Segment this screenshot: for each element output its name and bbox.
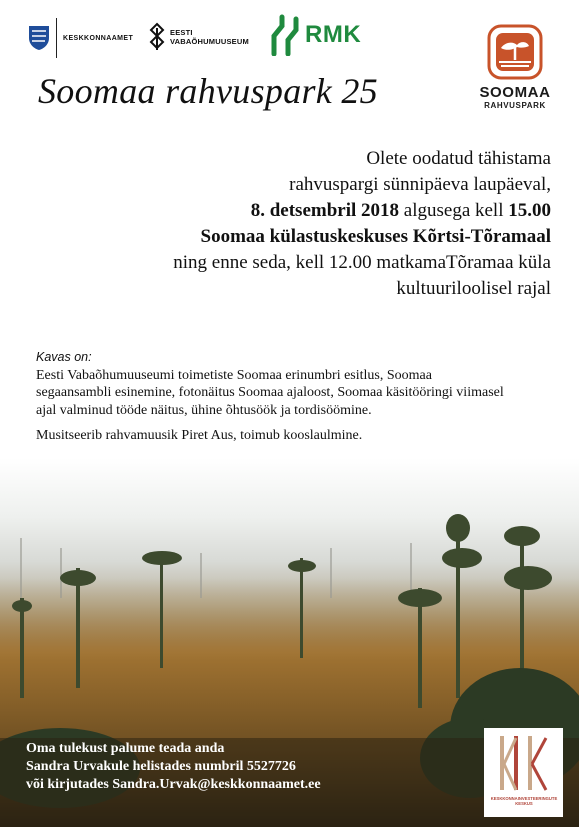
- music-text: Musitseerib rahvamuusik Piret Aus, toimub kooslaulmine.: [36, 428, 363, 443]
- invite-line-6: kultuuriloolisel rajal: [396, 278, 551, 299]
- program-label: Kavas on:: [36, 350, 92, 364]
- logo-divider: [56, 18, 57, 58]
- page-title: Soomaa rahvuspark 25: [38, 71, 378, 111]
- museum-line2: VABAÕHUMUUSEUM: [170, 37, 249, 46]
- kik-text: [488, 796, 560, 806]
- museum-mark-icon: [148, 22, 166, 52]
- estonian-coat-of-arms-icon: [28, 25, 50, 51]
- soomaa-logo: [460, 24, 570, 110]
- rsvp-text: [26, 740, 321, 794]
- event-date: 8. detsembril 2018: [250, 200, 400, 221]
- program-text: Eesti Vabaõhumuuseumi toimetiste Soomaa erinumbri esitlus, Soomaa segaansambli esinemine, fotonäitus Soomaa ajaloost, Soomaa käsitööringi viimasel ajal valminud tööde näitus, ühine õhtusöök ja tordisöömine.: [36, 367, 504, 418]
- kik-logo: [484, 728, 563, 817]
- kik-text-line-1: KESKKONNAINVESTEERINGUTE: [490, 796, 558, 801]
- soomaa-tree-badge-icon: [487, 24, 543, 80]
- program-section: [36, 349, 506, 445]
- invite-line-2: rahvuspargi sünnipäeva laupäeval,: [289, 174, 551, 195]
- invite-line-3: [173, 198, 551, 224]
- kik-text-line-2: KESKUS: [515, 801, 533, 806]
- museum-line1: EESTI: [170, 28, 193, 37]
- rmk-tree-icon: [268, 14, 302, 56]
- rsvp-line-2: Sandra Urvakule helistades numbril 5527726: [26, 759, 296, 774]
- event-time: 15.00: [508, 200, 551, 221]
- kik-mark-icon: [498, 734, 550, 792]
- rmk-text: RMK: [305, 21, 362, 48]
- invite-line-5: ning enne seda, kell 12.00 matkamaTõramaa küla: [173, 252, 551, 273]
- keskkonnaamet-logo: [28, 18, 133, 58]
- event-start-text: algusega kell: [399, 200, 509, 221]
- event-location: Soomaa külastuskeskuses Kõrtsi-Tõramaal: [200, 226, 551, 247]
- rsvp-line-1: Oma tulekust palume teada anda: [26, 741, 225, 756]
- invitation-text: [173, 146, 551, 302]
- museum-logo: [148, 22, 249, 52]
- rmk-logo: [268, 14, 361, 56]
- invite-line-1: Olete oodatud tähistama: [366, 148, 551, 169]
- museum-text: [170, 28, 249, 46]
- soomaa-subtitle: RAHVUSPARK: [484, 101, 546, 110]
- soomaa-name: SOOMAA: [479, 84, 551, 101]
- rsvp-email-line[interactable]: või kirjutades Sandra.Urvak@keskkonnaamet.ee: [26, 777, 321, 792]
- keskkonnaamet-text: KESKKONNAAMET: [63, 34, 134, 42]
